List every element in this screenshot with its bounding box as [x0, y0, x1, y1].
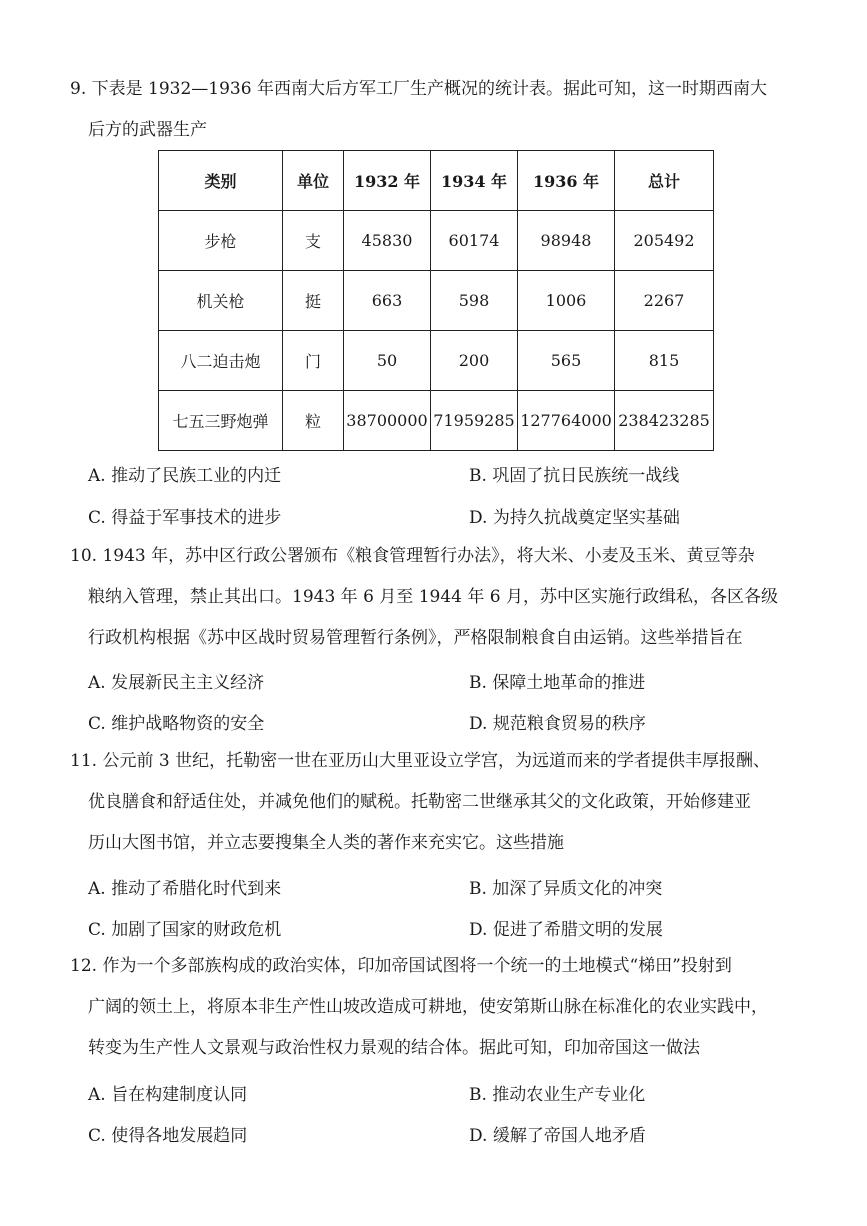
option-a[interactable]: A. 推动了民族工业的内迁 — [88, 466, 282, 486]
table-row — [159, 211, 714, 271]
table-cell: 815 — [615, 331, 714, 391]
question-12-line-2: 广阔的领土上，将原本非生产性山坡改造成可耕地，使安第斯山脉在标准化的农业实践中， — [88, 997, 768, 1017]
question-10-line-3: 行政机构根据《苏中区战时贸易管理暂行条例》，严格限制粮食自由运销。这些举措旨在 — [88, 628, 743, 648]
table-cell: 71959285 — [431, 391, 518, 451]
option-d[interactable]: D. 缓解了帝国人地矛盾 — [469, 1126, 646, 1146]
option-d[interactable]: D. 规范粮食贸易的秩序 — [469, 714, 646, 734]
table-cell: 598 — [431, 271, 518, 331]
table-cell: 127764000 — [518, 391, 615, 451]
option-c[interactable]: C. 维护战略物资的安全 — [88, 714, 265, 734]
table-cell: 98948 — [518, 211, 615, 271]
question-10-line-1: 10. 1943 年，苏中区行政公署颁布《粮食管理暂行办法》，将大米、小麦及玉米、黄豆等杂 — [70, 546, 755, 566]
question-11-line-3: 历山大图书馆，并立志要搜集全人类的著作来充实它。这些措施 — [88, 833, 564, 853]
option-a[interactable]: A. 推动了希腊化时代到来 — [88, 879, 282, 899]
table-cell: 粒 — [283, 391, 344, 451]
table-header-cell: 总计 — [615, 151, 714, 211]
table-cell: 663 — [344, 271, 431, 331]
table-row — [159, 331, 714, 391]
production-table — [158, 150, 714, 451]
option-d[interactable]: D. 为持久抗战奠定坚实基础 — [469, 508, 680, 528]
option-a[interactable]: A. 旨在构建制度认同 — [88, 1085, 248, 1105]
table-cell: 机关枪 — [159, 271, 283, 331]
table-header-cell: 1934 年 — [431, 151, 518, 211]
option-c[interactable]: C. 加剧了国家的财政危机 — [88, 920, 282, 940]
question-9-line-2: 后方的武器生产 — [88, 120, 207, 140]
option-c[interactable]: C. 使得各地发展趋同 — [88, 1126, 248, 1146]
table-cell: 步枪 — [159, 211, 283, 271]
table-header-cell: 单位 — [283, 151, 344, 211]
table-cell: 45830 — [344, 211, 431, 271]
question-12-line-1: 12. 作为一个多部族构成的政治实体，印加帝国试图将一个统一的土地模式“梯田”投射到 — [70, 956, 732, 976]
option-b[interactable]: B. 保障土地革命的推进 — [469, 673, 646, 693]
option-b[interactable]: B. 巩固了抗日民族统一战线 — [469, 466, 680, 486]
option-d[interactable]: D. 促进了希腊文明的发展 — [469, 920, 663, 940]
table-cell: 50 — [344, 331, 431, 391]
question-9-line-1: 9. 下表是 1932—1936 年西南大后方军工厂生产概况的统计表。据此可知，这一时期西南大 — [70, 79, 767, 99]
table-header-cell: 类别 — [159, 151, 283, 211]
table-header-row — [159, 151, 714, 211]
question-9-stem — [70, 69, 805, 151]
table-cell: 门 — [283, 331, 344, 391]
option-b[interactable]: B. 推动农业生产专业化 — [469, 1085, 646, 1105]
table-cell: 200 — [431, 331, 518, 391]
question-10-line-2: 粮纳入管理，禁止其出口。1943 年 6 月至 1944 年 6 月，苏中区实施行政缉私，各区各级 — [88, 587, 778, 607]
table-header-cell: 1936 年 — [518, 151, 615, 211]
option-b[interactable]: B. 加深了异质文化的冲突 — [469, 879, 663, 899]
question-11-line-1: 11. 公元前 3 世纪，托勒密一世在亚历山大里亚设立学宫，为远道而来的学者提供丰厚报酬、 — [70, 751, 771, 771]
table-cell: 565 — [518, 331, 615, 391]
question-11-line-2: 优良膳食和舒适住处，并减免他们的赋税。托勒密二世继承其父的文化政策，开始修建亚 — [88, 792, 751, 812]
option-a[interactable]: A. 发展新民主主义经济 — [88, 673, 265, 693]
table-cell: 205492 — [615, 211, 714, 271]
table-cell: 八二迫击炮 — [159, 331, 283, 391]
table-cell: 1006 — [518, 271, 615, 331]
option-c[interactable]: C. 得益于军事技术的进步 — [88, 508, 282, 528]
table-cell: 支 — [283, 211, 344, 271]
table-cell: 60174 — [431, 211, 518, 271]
table-cell: 七五三野炮弹 — [159, 391, 283, 451]
question-11-stem — [70, 741, 805, 864]
table-cell: 38700000 — [344, 391, 431, 451]
question-12-stem — [70, 946, 805, 1069]
table-row — [159, 271, 714, 331]
table-cell: 挺 — [283, 271, 344, 331]
table-cell: 2267 — [615, 271, 714, 331]
table-header-cell: 1932 年 — [344, 151, 431, 211]
question-10-stem — [70, 536, 805, 659]
table-row — [159, 391, 714, 451]
question-12-line-3: 转变为生产性人文景观与政治性权力景观的结合体。据此可知，印加帝国这一做法 — [88, 1038, 700, 1058]
table-cell: 238423285 — [615, 391, 714, 451]
